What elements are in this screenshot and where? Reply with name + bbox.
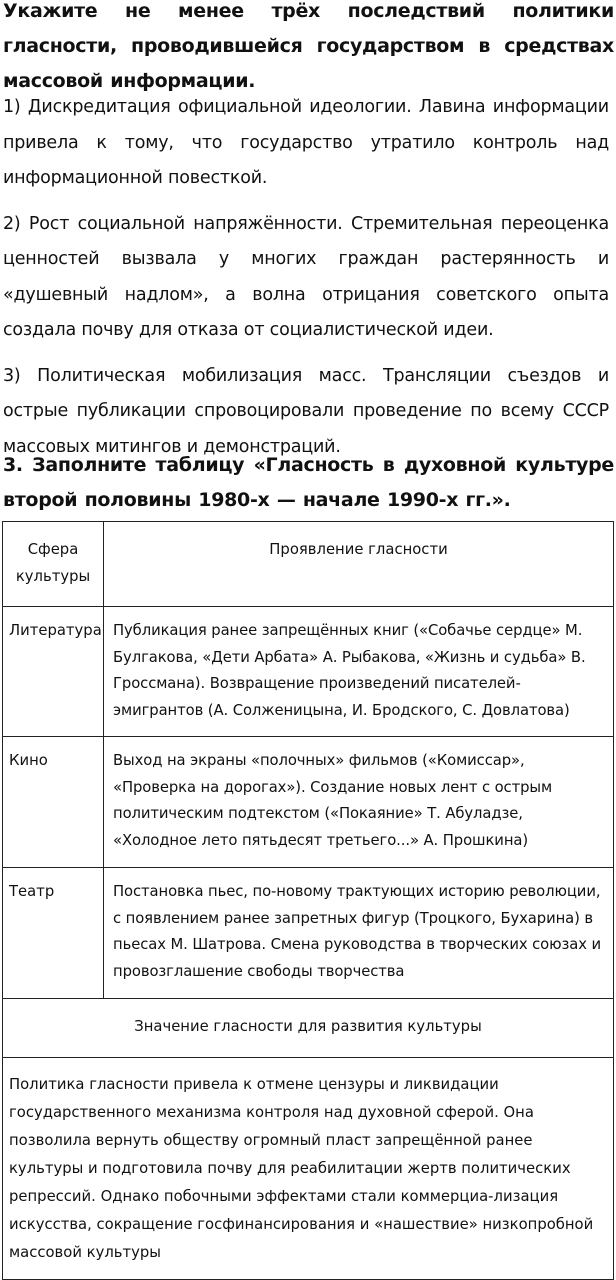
task-2-title: Укажите не менее трёх последствий политики гласности, проводившейся государством в средствах массовой информации. [3,0,614,92]
answer-item-3: 3) Политическая мобилизация масс. Трансляции съездов и острые публикации спровоцировали проведение по всему СССР массовых митингов и демонстраций. [3,365,609,457]
answer-item-1: 1) Дискредитация официальной идеологии. Лавина информации привела к тому, что государство утратило контроль над информационной повесткой. [3,97,609,188]
row-sphere: Театр [3,868,104,999]
row-sphere: Кино [3,737,104,868]
task-3-title: 3. Заполните таблицу «Гласность в духовной культуре второй половины 1980-х — начале 1990-х гг.». [3,454,614,511]
table-row [3,607,614,737]
answer-list [0,90,611,475]
header-manifestation: Проявление гласности [104,522,614,607]
row-manifestation: Постановка пьес, по-новому трактующих историю революции, с появлением ранее запретных фигур (Троцкого, Бухарина) в пьесах М. Шатрова. Смена руководства в творческих союзах и провозглашение свободы творчества [104,868,614,999]
row-sphere: Литература [3,607,104,737]
row-manifestation: Выход на экраны «полочных» фильмов («Комиссар», «Проверка на дорогах»). Создание новых лент с острым политическим подтекстом («Покаяние» Т. Абуладзе, «Холодное лето пятьдесят третьего...» А. Прошкина) [104,737,614,868]
significance-row [3,1057,614,1279]
row-manifestation: Публикация ранее запрещённых книг («Собачье сердце» М. Булгакова, «Дети Арбата» А. Рыбакова, «Жизнь и судьба» В. Гроссмана). Возвращение произведений писателей-эмигрантов (А. Солженицына, И. Бродского, С. Довлатова) [104,607,614,737]
significance-header: Значение гласности для развития культуры [3,999,614,1058]
table-header-row [3,522,614,607]
table-row [3,737,614,868]
answer-item-2: 2) Рост социальной напряжённости. Стремительная переоценка ценностей вызвала у многих граждан растерянность и «душевный надлом», а волна отрицания советского опыта создала почву для отказа от социалистической идеи. [3,213,609,340]
table-row [3,868,614,999]
significance-header-row [3,999,614,1058]
header-sphere: Сфера культуры [3,522,104,607]
culture-table [2,521,614,1280]
significance-text: Политика гласности привела к отмене цензуры и ликвидации государственного механизма контроля над духовной сферой. Она позволила вернуть обществу огромный пласт запрещённой ранее культуры и подготовила почву для реабилитации жертв политических репрессий. Однако побочными эффектами стали коммерциа-лизация искусства, сокращение госфинансирования и «нашествие» низкопробной массовой культуры [3,1057,614,1279]
